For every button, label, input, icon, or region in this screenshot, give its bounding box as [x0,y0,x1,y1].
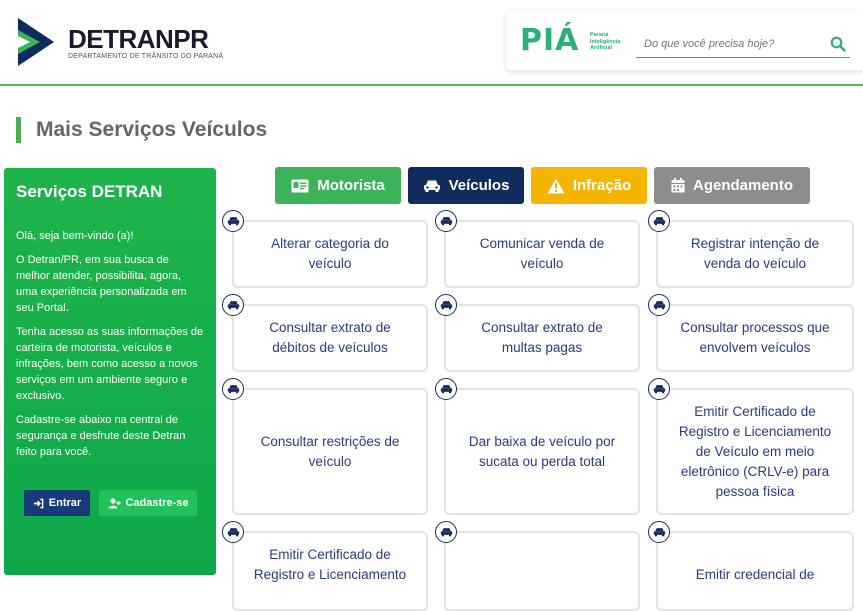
car-icon [648,294,670,316]
detran-logo[interactable] [14,16,223,68]
car-icon [648,521,670,543]
logo-subtitle: DEPARTAMENTO DE TRÂNSITO DO PARANÁ [68,52,224,60]
service-card[interactable]: Consultar restrições de veículo [232,388,428,515]
service-card[interactable]: Consultar processos que envolvem veículos [656,304,854,372]
search-box [636,32,850,58]
service-card[interactable]: Registrar intenção de venda do veículo [656,220,854,288]
car-icon [435,294,457,316]
car-icon [648,378,670,400]
car-icon [423,179,441,193]
car-icon [222,378,244,400]
id-card-icon [291,179,309,193]
car-icon [648,210,670,232]
service-card[interactable]: Comunicar venda de veículo [444,220,640,288]
service-card[interactable]: Emitir Certificado de Registro e Licenciamento [232,531,428,611]
car-icon [435,210,457,232]
detran-logo-icon [14,16,58,68]
calendar-icon [671,178,685,193]
search-icon[interactable] [830,36,846,57]
register-button[interactable]: Cadastre-se [99,490,197,516]
pia-tagline: Paraná Inteligência Artificial [590,32,621,51]
search-input[interactable] [636,32,826,56]
service-card[interactable]: Alterar categoria do veículo [232,220,428,288]
sidebar-paragraph: O Detran/PR, em sua busca de melhor atender, possibilita, agora, uma experiência personalizada em seu Portal. [16,254,187,314]
tab-veiculos[interactable]: Veículos [408,167,524,204]
service-card[interactable]: Emitir credencial de [656,531,854,611]
sign-in-icon [33,498,44,509]
service-card[interactable]: Consultar extrato de débitos de veículos [232,304,428,372]
page-title: Mais Serviços Veículos [16,117,267,143]
car-icon [435,378,457,400]
car-icon [222,210,244,232]
sidebar-title: Serviços DETRAN [16,182,163,201]
pia-search-panel [506,10,863,70]
warning-icon [547,178,565,194]
user-plus-icon [108,498,121,509]
site-header [0,0,863,86]
service-card[interactable]: Emitir Certificado de Registro e Licenciamento de Veículo em meio eletrônico (CRLV-e) para pessoa física [656,388,854,515]
sidebar-paragraph: Tenha acesso as suas informações de carteira de motorista, veículos e infrações, bem como acesso a novos serviços em um ambiente seguro e exclusivo. [16,326,204,402]
logo-title: DETRANPR [68,23,209,54]
tab-infracao[interactable]: Infração [531,167,647,204]
car-icon [435,521,457,543]
car-icon [222,294,244,316]
service-card[interactable]: Dar baixa de veículo por sucata ou perda total [444,388,640,515]
car-icon [222,521,244,543]
tab-motorista[interactable]: Motorista [275,167,401,204]
pia-logo: PIÁ [520,23,580,58]
login-button[interactable]: Entrar [24,490,90,516]
tab-agendamento[interactable]: Agendamento [654,167,810,204]
sidebar-paragraph: Olá, seja bem-vindo (a)! [16,230,134,242]
services-sidebar [4,168,216,575]
service-card[interactable] [444,531,640,611]
sidebar-paragraph: Cadastre-se abaixo na central de segurança e desfrute deste Detran feito para você. [16,414,186,458]
service-card[interactable]: Consultar extrato de multas pagas [444,304,640,372]
